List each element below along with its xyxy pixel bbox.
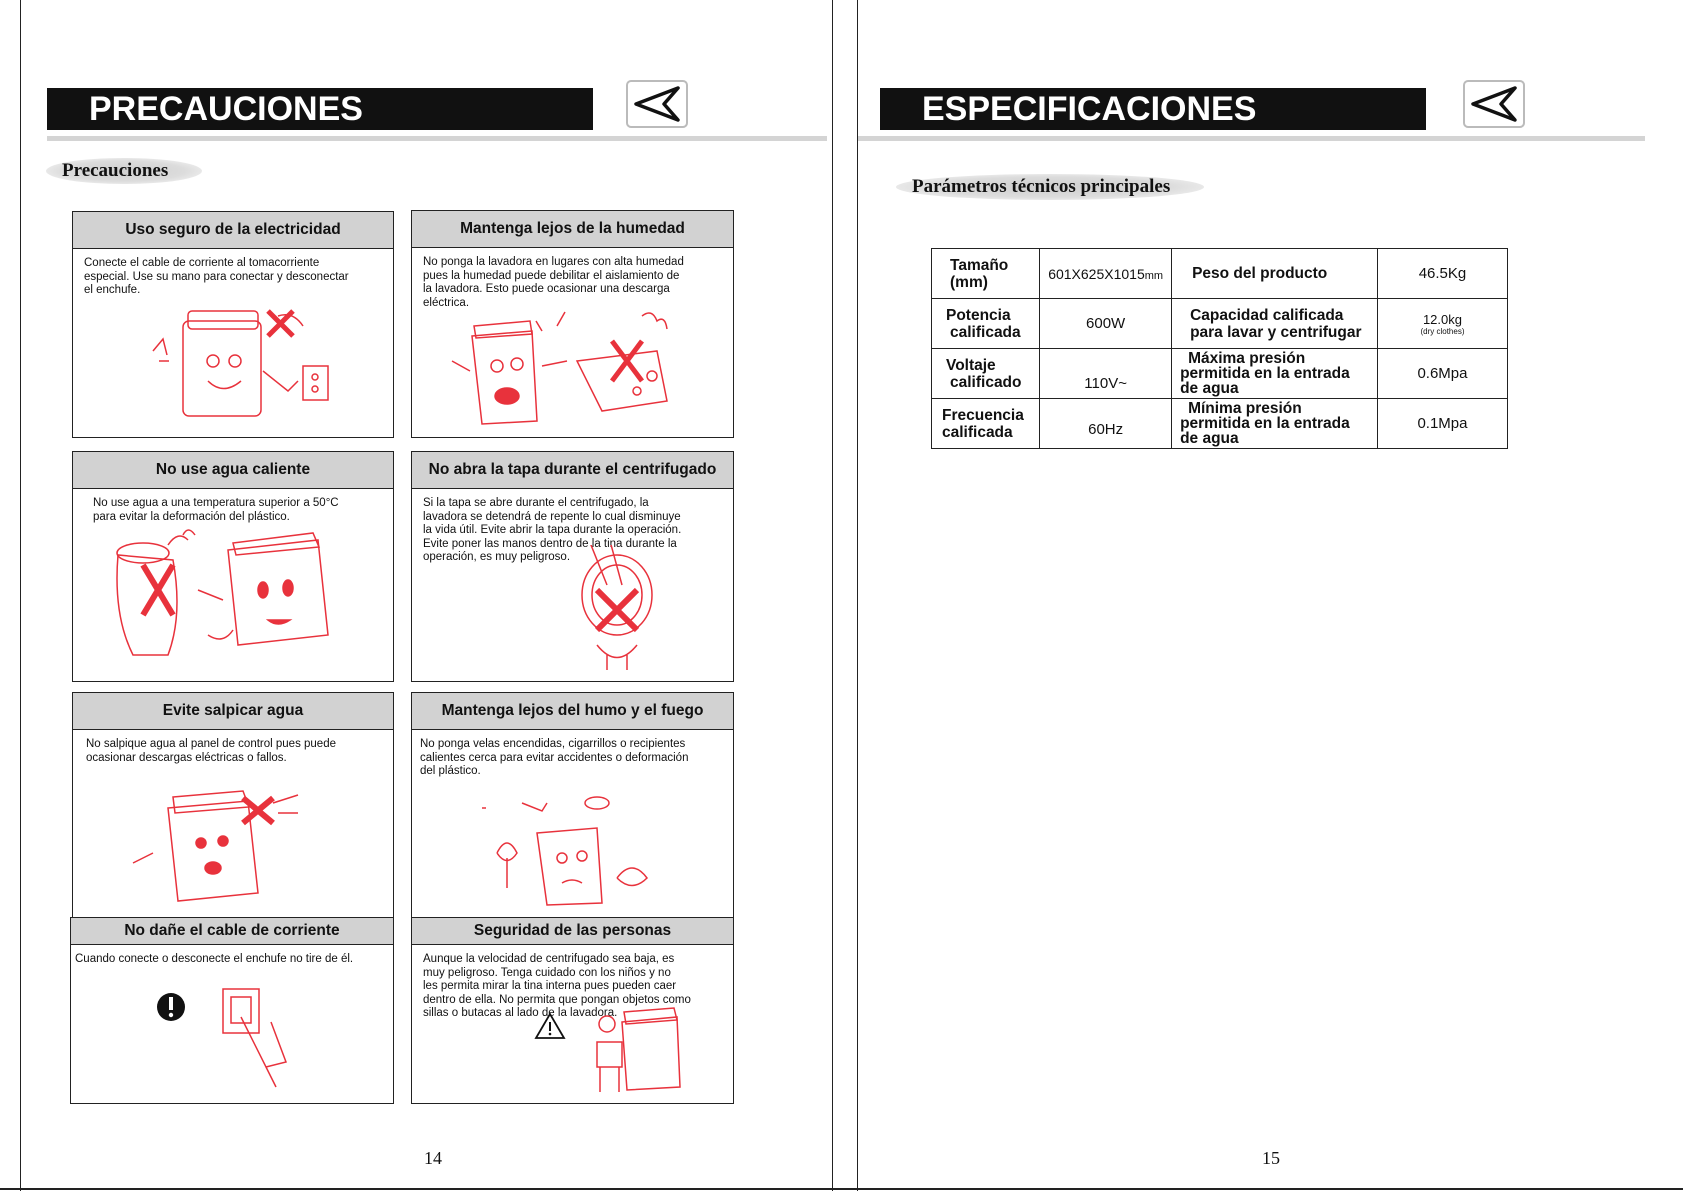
spec-label: Voltaje — [946, 356, 996, 374]
card-text: No salpique agua al panel de control pues puede ocasionar descargas eléctricas o fallos. — [86, 738, 336, 764]
card-title: Evite salpicar agua — [73, 693, 393, 730]
card-text: No ponga la lavadora en lugares con alta humedad pues la humedad puede debilitar el aislamiento de la lavadora. Esto puede ocasionar una descarga eléctrica. — [423, 256, 684, 309]
spec-label: Máxima presión — [1188, 350, 1306, 367]
spec-value: 12.0kg — [1422, 311, 1462, 327]
spec-label: Peso del producto — [1192, 265, 1328, 282]
card-title: No dañe el cable de corriente — [71, 918, 393, 945]
card-text: No ponga velas encendidas, cigarrillos o recipientes calientes cerca para evitar accidentes o deformación del plástico. — [420, 738, 689, 777]
spec-value: 601X625X1015 — [1048, 265, 1145, 282]
spec-unit: mm — [1144, 269, 1164, 282]
bottom-rule — [0, 1188, 1683, 1190]
spec-label: (mm) — [950, 273, 988, 291]
brand-logo-icon — [626, 80, 688, 128]
spec-label: para lavar y centrifugar — [1190, 323, 1362, 341]
spec-table — [931, 248, 1508, 449]
spec-value: 46.5Kg — [1418, 265, 1467, 282]
card-text: Si la tapa se abre durante el centrifugado, la lavadora se detendrá de repente lo cual disminuye la vida útil. Evite abrir la tapa durante la operación. Evite poner las manos dentro de la tina durante la operación, es muy peligroso. — [423, 497, 682, 563]
card-text: No use agua a una temperatura superior a 50°C para evitar la deformación del plástico. — [93, 497, 339, 523]
splash-illustration — [73, 783, 393, 913]
spec-label: Potencia — [946, 306, 1011, 324]
card-humidity — [411, 210, 734, 438]
spec-row — [932, 399, 1508, 449]
card-electricity — [72, 211, 394, 438]
washer-plug-illustration — [73, 301, 393, 431]
card-title: No abra la tapa durante el centrifugado — [412, 452, 733, 489]
card-title: Mantenga lejos del humo y el fuego — [412, 693, 733, 730]
section-title: Parámetros técnicos principales — [896, 174, 1204, 200]
header-rule — [47, 136, 827, 141]
fire-illustration — [412, 783, 732, 913]
card-text: Cuando conecte o desconecte el enchufe no tire de él. — [75, 953, 354, 965]
spec-label: Frecuencia — [942, 406, 1024, 424]
child-safety-illustration — [412, 1002, 732, 1097]
card-text: Aunque la velocidad de centrifugado sea baja, es muy peligroso. Tenga cuidado con los niños y no les permita mirar la tina interna pues pueden caer dentro de ella. No permita que pongan objetos como sillas o butacas al lado de la lavadora. — [423, 953, 691, 1019]
header-rule — [858, 136, 1645, 141]
spec-label: Mínima presión — [1188, 400, 1302, 417]
spec-label: permitida en la entrada — [1180, 365, 1350, 382]
spec-value: 110V~ — [1084, 375, 1127, 392]
spec-label: permitida en la entrada — [1180, 415, 1350, 432]
card-title: Mantenga lejos de la humedad — [412, 211, 733, 248]
spec-label: de agua — [1180, 430, 1239, 447]
page-number: 14 — [424, 1148, 442, 1168]
page-title: ESPECIFICACIONES — [880, 88, 1426, 130]
card-lid-spin — [411, 451, 734, 682]
spec-value: 0.1Mpa — [1417, 415, 1468, 432]
spec-row — [932, 349, 1508, 399]
page-number: 15 — [1262, 1148, 1280, 1168]
card-title: No use agua caliente — [73, 452, 393, 489]
unplug-illustration — [71, 987, 391, 1097]
right-page — [850, 0, 1683, 1191]
card-splash — [72, 692, 394, 920]
card-hot-water — [72, 451, 394, 682]
card-cable — [70, 917, 394, 1104]
spec-note: (dry clothes) — [1420, 326, 1465, 336]
card-title: Seguridad de las personas — [412, 918, 733, 945]
left-page — [0, 0, 830, 1191]
card-text: Conecte el cable de corriente al tomacorriente especial. Use su mano para conectar y desconectar el enchufe. — [84, 257, 349, 296]
page-title: PRECAUCIONES — [47, 88, 593, 130]
lid-hand-illustration — [412, 545, 732, 675]
spec-label: Tamaño — [950, 256, 1009, 274]
section-title: Precauciones — [46, 158, 202, 184]
spec-label: Capacidad calificada — [1190, 306, 1344, 324]
spec-label: calificado — [950, 373, 1022, 391]
hot-water-illustration — [73, 525, 393, 675]
spec-label: calificada — [942, 423, 1013, 441]
brand-logo-icon — [1463, 80, 1525, 128]
card-personal-safety — [411, 917, 734, 1104]
spec-row — [932, 299, 1508, 349]
spec-label: calificada — [950, 323, 1021, 341]
spec-value: 60Hz — [1088, 421, 1124, 438]
spec-label: de agua — [1180, 380, 1239, 397]
card-smoke-fire — [411, 692, 734, 920]
spec-value: 600W — [1086, 315, 1126, 332]
card-title: Uso seguro de la electricidad — [73, 212, 393, 249]
spec-value: 0.6Mpa — [1417, 365, 1468, 382]
washer-humidity-illustration — [412, 306, 732, 431]
spec-row — [932, 249, 1508, 299]
